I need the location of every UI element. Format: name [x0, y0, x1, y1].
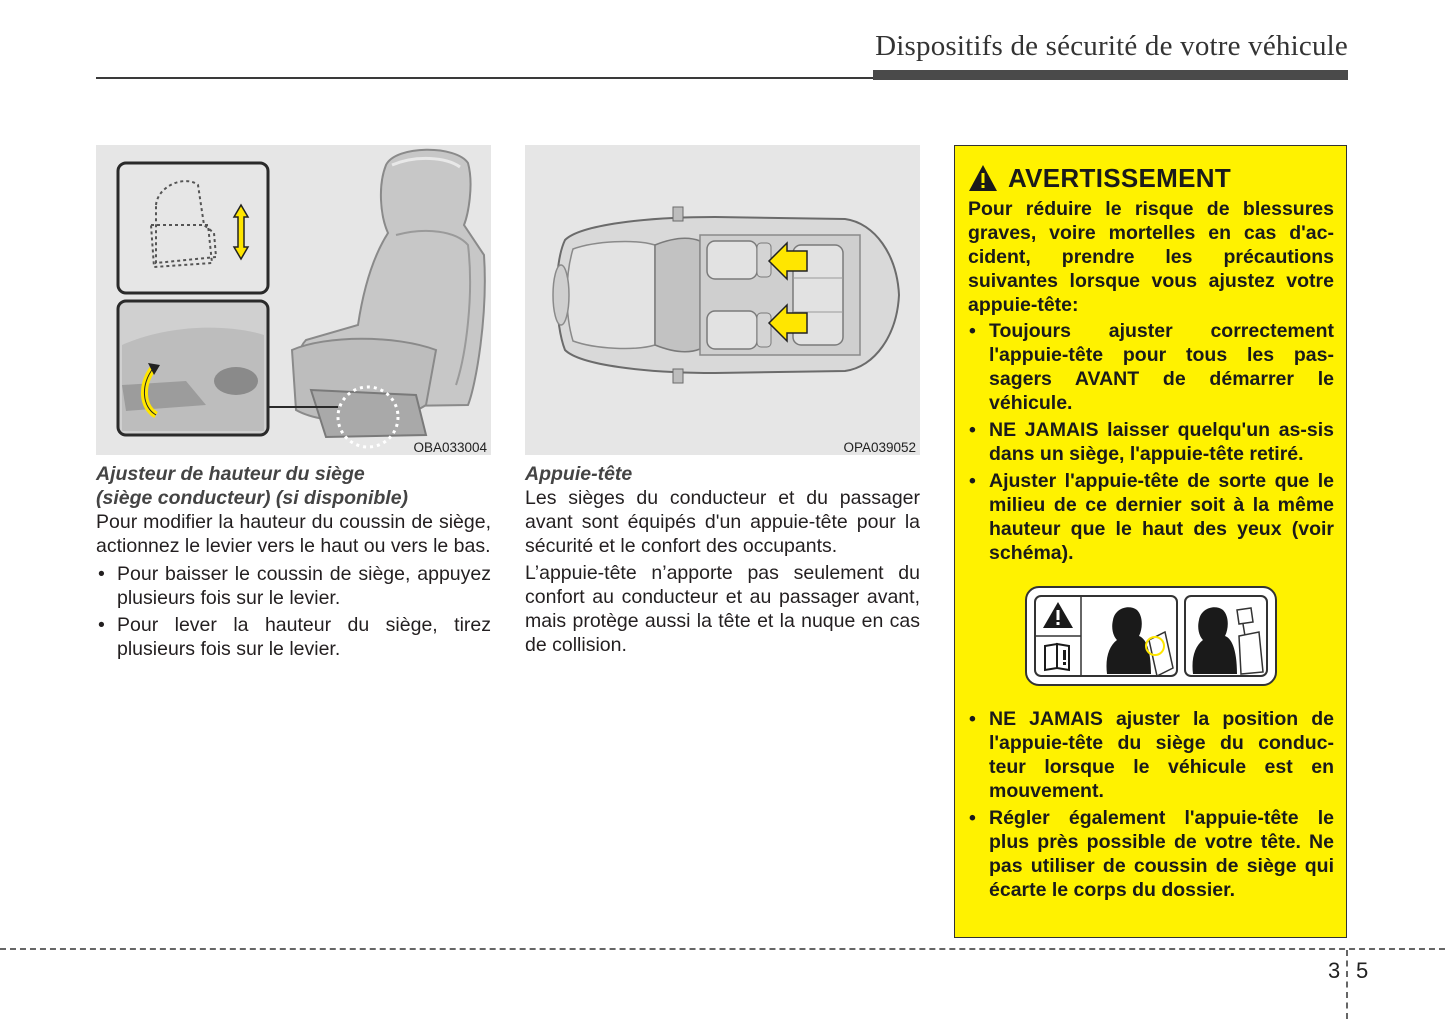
body-paragraph: L’appuie-tête n’apporte pas seulement du confort au conducteur et au passager avant, mais protège aussi la tête et la nuque en cas de collision. [525, 562, 920, 656]
list-item: • Ajuster l'appuie-tête de sorte que le milieu de ce dernier soit à la même hauteur que le haut des yeux (voir schéma). [968, 469, 1334, 565]
section-heading [96, 462, 491, 510]
warning-title: AVERTISSEMENT [1008, 162, 1231, 193]
section-heading: Appuie-tête [525, 463, 633, 485]
warning-list [968, 319, 1334, 565]
warning-list [968, 707, 1334, 902]
section-title: Dispositifs de sécurité de votre véhicule [875, 30, 1348, 62]
heading-line: (siège conducteur) (si disponible) [96, 487, 409, 509]
chapter-number: 3 [1328, 958, 1341, 983]
figure-code: OPA039052 [843, 440, 916, 455]
heading-line: Ajusteur de hauteur du siège [96, 463, 365, 485]
warning-triangle-icon [968, 164, 998, 192]
car-topview-illustration [525, 145, 920, 455]
footer-rule [0, 948, 1445, 950]
seat-illustration [96, 145, 491, 455]
list-item: • NE JAMAIS ajuster la position de l'appuie-tête du siège du conduc-teur lorsque le véhicule est en mouvement. [968, 707, 1334, 803]
headrest-car-figure [525, 145, 920, 455]
warning-box [954, 145, 1347, 938]
seat-height-section [96, 462, 491, 664]
warning-header [968, 162, 1334, 194]
list-item: • Toujours ajuster correctement l'appuie-tête pour tous les pas-sagers AVANT de démarrer le véhicule. [968, 319, 1334, 415]
header-rule-accent [873, 70, 1348, 80]
headrest-position-diagram [1025, 586, 1277, 686]
seat-height-figure [96, 145, 491, 455]
list-item: • NE JAMAIS laisser quelqu'un as-sis dans un siège, l'appuie-tête retiré. [968, 418, 1334, 466]
body-paragraph: Les sièges du conducteur et du passager avant sont équipés d'un appuie-tête pour la sécurité et le confort des occupants. [525, 487, 920, 557]
headrest-diagram-illustration [1027, 588, 1275, 684]
headrest-section [525, 462, 920, 657]
list-item: • Pour lever la hauteur du siège, tirez plusieurs fois sur le levier. [96, 613, 491, 661]
page-number: 5 [1356, 958, 1369, 983]
list-item: • Régler également l'appuie-tête le plus près possible de votre tête. Ne pas utiliser de coussin de siège qui écarte le corps du dossier. [968, 806, 1334, 902]
body-paragraph: Pour modifier la hauteur du coussin de siège, actionnez le levier vers le haut ou vers le bas. [96, 511, 491, 557]
footer-divider [1346, 950, 1348, 1019]
bullet-list [96, 562, 491, 661]
list-item: • Pour baisser le coussin de siège, appuyez plusieurs fois sur le levier. [96, 562, 491, 610]
figure-code: OBA033004 [413, 440, 487, 455]
warning-intro: Pour réduire le risque de blessures graves, voire mortelles en cas d'ac-cident, prendre les précautions suivantes lorsque vous ajustez votre appuie-tête: [968, 198, 1334, 316]
